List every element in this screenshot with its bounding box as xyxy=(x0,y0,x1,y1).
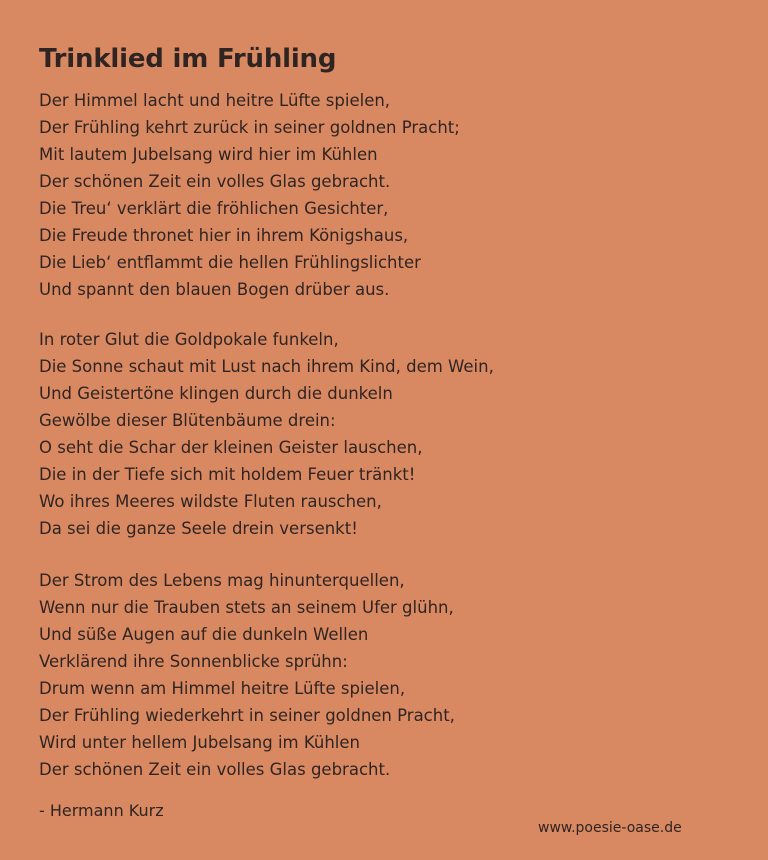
poem-line: Die in der Tiefe sich mit holdem Feuer tränkt! xyxy=(39,465,416,484)
poem-line: Der Frühling kehrt zurück in seiner goldnen Pracht; xyxy=(39,118,460,137)
stanza-3 xyxy=(39,567,455,783)
poem-line: Und spannt den blauen Bogen drüber aus. xyxy=(39,280,390,299)
poem-title: Trinklied im Frühling xyxy=(39,44,337,74)
poem-line: Der schönen Zeit ein volles Glas gebracht. xyxy=(39,760,391,779)
stanza-2 xyxy=(39,326,494,542)
poem-line: Der schönen Zeit ein volles Glas gebracht. xyxy=(39,172,391,191)
poem-line: Verklärend ihre Sonnenblicke sprühn: xyxy=(39,652,348,671)
poem-line: Der Strom des Lebens mag hinunterquellen, xyxy=(39,571,405,590)
poem-line: Mit lautem Jubelsang wird hier im Kühlen xyxy=(39,145,378,164)
poem-line: In roter Glut die Goldpokale funkeln, xyxy=(39,330,339,349)
poem-line: Der Frühling wiederkehrt in seiner goldnen Pracht, xyxy=(39,706,455,725)
poem-line: Die Sonne schaut mit Lust nach ihrem Kind, dem Wein, xyxy=(39,357,494,376)
poem-line: Und süße Augen auf die dunkeln Wellen xyxy=(39,625,369,644)
poem-line: Die Freude thronet hier in ihrem Königshaus, xyxy=(39,226,409,245)
poem-line: Da sei die ganze Seele drein versenkt! xyxy=(39,519,358,538)
poem-line: Und Geistertöne klingen durch die dunkeln xyxy=(39,384,393,403)
poem-line: O seht die Schar der kleinen Geister lauschen, xyxy=(39,438,423,457)
poem-line: Gewölbe dieser Blütenbäume drein: xyxy=(39,411,336,430)
website-url: www.poesie-oase.de xyxy=(538,820,682,836)
poem-line: Die Lieb‘ entflammt die hellen Frühlingslichter xyxy=(39,253,421,272)
poem-line: Wo ihres Meeres wildste Fluten rauschen, xyxy=(39,492,382,511)
poem-line: Drum wenn am Himmel heitre Lüfte spielen, xyxy=(39,679,406,698)
poem-line: Die Treu‘ verklärt die fröhlichen Gesichter, xyxy=(39,199,389,218)
poem-line: Wenn nur die Trauben stets an seinem Ufer glühn, xyxy=(39,598,454,617)
stanza-1 xyxy=(39,87,460,303)
poem-author: - Hermann Kurz xyxy=(39,801,164,820)
poem-line: Der Himmel lacht und heitre Lüfte spielen, xyxy=(39,91,391,110)
poem-line: Wird unter hellem Jubelsang im Kühlen xyxy=(39,733,360,752)
